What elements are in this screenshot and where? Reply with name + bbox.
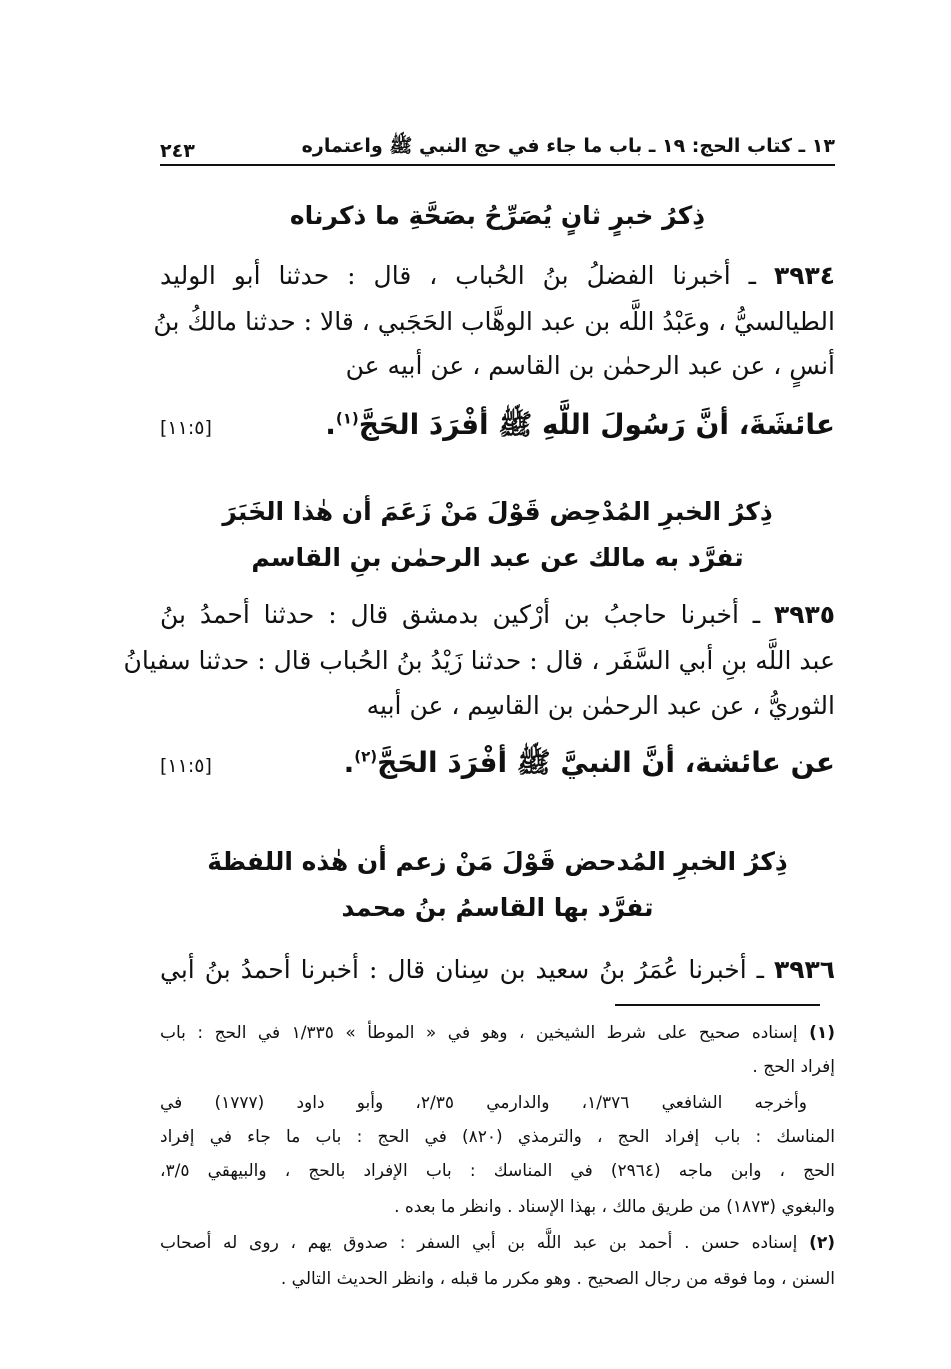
matn-text: عن عائشة، أنَّ النبيَّ ﷺ أفْرَدَ الحَجَّ	[377, 746, 835, 779]
footnote-text: إسناده صحيح على شرط الشيخين ، وهو في « الموطأ » ١/٣٣٥ في الحج : باب	[160, 1023, 798, 1043]
section-heading: تفرَّد به مالك عن عبد الرحمٰن بنِ القاسم	[251, 543, 744, 572]
source-reference: [١١:٥]	[160, 417, 212, 439]
isnad-line	[160, 256, 835, 296]
hadith-dash: ـ	[746, 955, 774, 984]
isnad-line	[160, 595, 835, 635]
isnad-line: أنسٍ ، عن عبد الرحمٰن بن القاسم ، عن أبيه عن	[345, 351, 835, 380]
footnote-reference: (٢)	[354, 747, 378, 766]
section-heading: ذِكرُ الخبرِ المُدحض قَوْلَ مَنْ زعم أن هٰذه اللفظةَ	[207, 847, 788, 876]
matn-end: .	[325, 408, 336, 441]
footnote-line	[160, 1226, 835, 1260]
footnote-line: وأخرجه الشافعي ١/٣٧٦، والدارمي ٢/٣٥، وأبو داود (١٧٧٧) في	[160, 1093, 807, 1113]
section-heading: ذِكرُ الخبرِ المُدْحِض قَوْلَ مَنْ زَعَمَ أن هٰذا الخَبَرَ	[222, 497, 773, 526]
isnad-text: أخبرنا حاجبُ بن أرْكين بدمشق قال : حدثنا أحمدُ بنُ	[160, 600, 739, 629]
section-heading: تفرَّد بها القاسمُ بنُ محمد	[341, 893, 654, 922]
hadith-number: ٣٩٣٥	[773, 600, 836, 629]
hadith-number: ٣٩٣٤	[773, 261, 836, 290]
section-heading: ذِكرُ خبرٍ ثانٍ يُصَرِّحُ بصَحَّةِ ما ذكرناه	[289, 201, 706, 230]
page-number: ٢٤٣	[160, 140, 195, 162]
footnote-text: إسناده حسن . أحمد بن عبد اللَّه بن أبي السفر : صدوق يهم ، روى له أصحاب	[160, 1233, 798, 1253]
isnad-text: أخبرنا عُمَرُ بنُ سعيد بن سِنان قال : أخبرنا أحمدُ بنُ أبي	[160, 955, 747, 984]
running-title: ١٣ ـ كتاب الحج: ١٩ ـ باب ما جاء في حج النبي ﷺ واعتماره	[301, 135, 835, 157]
hadith-matn	[325, 408, 835, 448]
footnote-divider	[615, 1004, 820, 1006]
isnad-line: الطيالسيُّ ، وعَبْدُ اللَّه بن عبد الوهَّاب الحَجَبي ، قالا : حدثنا مالكُ بنُ	[153, 307, 835, 336]
footnote-marker: (١)	[809, 1023, 836, 1043]
hadith-dash: ـ	[730, 261, 774, 290]
footnote-line: الحج ، وابن ماجه (٢٩٦٤) في المناسك : باب الإفراد بالحج ، والبيهقي ٣/٥،	[160, 1161, 835, 1181]
hadith-dash: ـ	[738, 600, 774, 629]
hadith-matn	[344, 746, 835, 786]
footnote-reference: (١)	[335, 409, 359, 428]
matn-text: عائشَةَ، أنَّ رَسُولَ اللَّهِ ﷺ أفْرَدَ الحَجَّ	[358, 408, 835, 441]
footnote-line: المناسك : باب إفراد الحج ، والترمذي (٨٢٠) في الحج : باب ما جاء في إفراد	[160, 1127, 835, 1147]
page-header	[160, 126, 835, 162]
isnad-text: أخبرنا الفضلُ بنُ الحُباب ، قال : حدثنا أبو الوليد	[160, 261, 731, 290]
footnote-line	[160, 1016, 835, 1050]
isnad-line: عبد اللَّه بنِ أبي السَّفَر ، قال : حدثنا زَيْدُ بنُ الحُباب قال : حدثنا سفيانُ	[123, 646, 835, 675]
footnote-line: السنن ، وما فوقه من رجال الصحيح . وهو مكرر ما قبله ، وانظر الحديث التالي .	[280, 1269, 835, 1289]
hadith-number: ٣٩٣٦	[773, 955, 836, 984]
isnad-line: الثوريُّ ، عن عبد الرحمٰن بن القاسِم ، عن أبيه	[366, 691, 835, 720]
footnote-line: إفراد الحج .	[752, 1057, 835, 1077]
footnote-marker: (٢)	[809, 1233, 836, 1253]
matn-row	[160, 402, 835, 454]
footnote-line: والبغوي (١٨٧٣) من طريق مالك ، بهذا الإسناد . وانظر ما بعده .	[394, 1197, 835, 1217]
isnad-line	[160, 950, 835, 990]
source-reference: [١١:٥]	[160, 755, 212, 777]
header-divider	[160, 164, 835, 166]
matn-end: .	[343, 746, 355, 779]
matn-row	[160, 740, 835, 792]
